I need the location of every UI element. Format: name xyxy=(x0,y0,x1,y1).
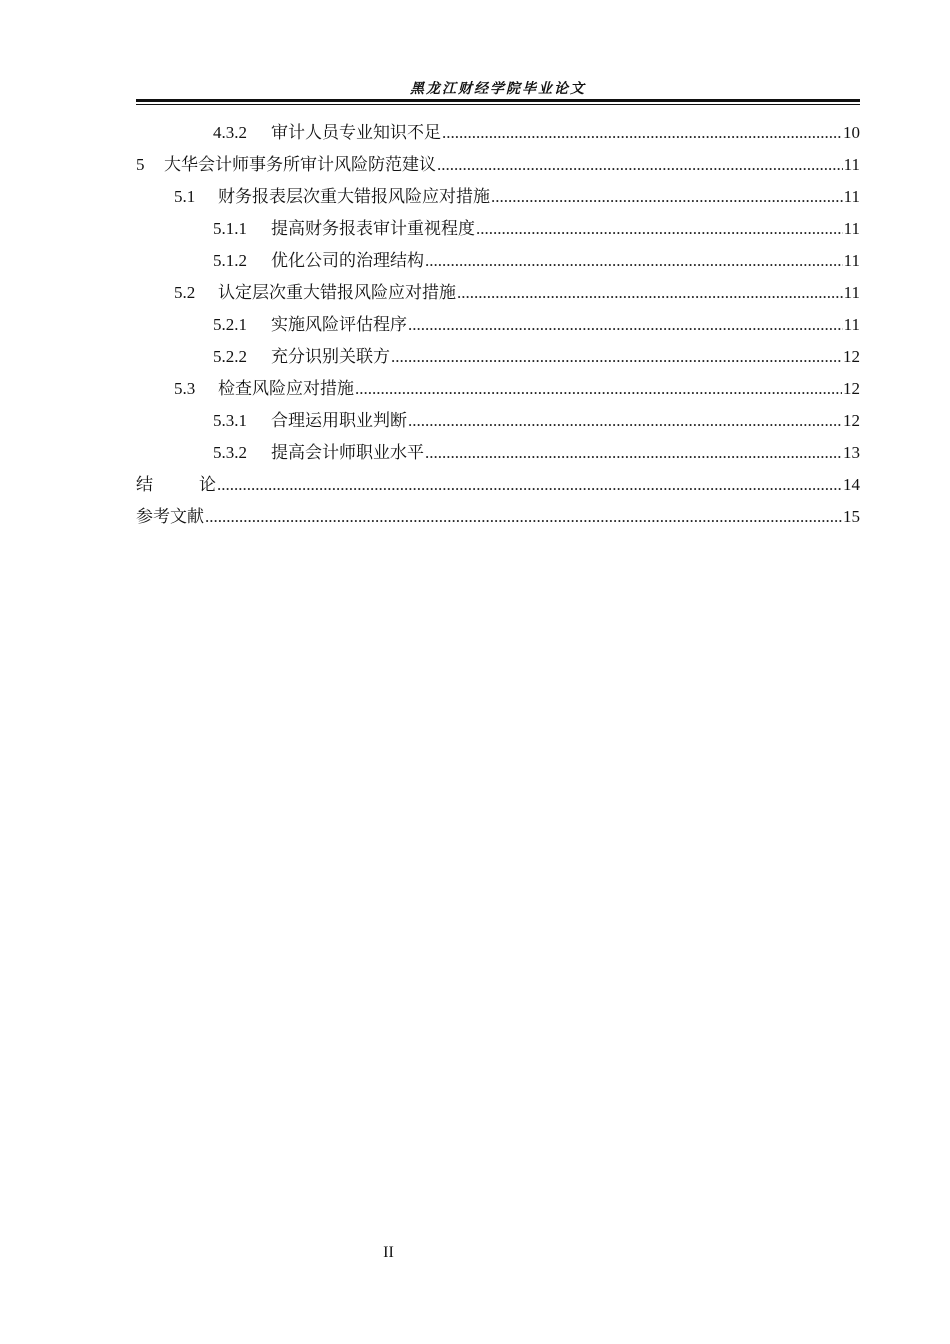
toc-entry-page: 12 xyxy=(843,347,860,366)
toc-dot-leader xyxy=(205,501,842,533)
toc-entry-4-3-2[interactable] xyxy=(136,117,860,149)
page-number-footer: II xyxy=(383,1244,394,1261)
toc-entry-number: 5.1.1 xyxy=(213,219,247,238)
toc-dot-leader xyxy=(391,341,842,373)
toc-entry-conclusion[interactable] xyxy=(136,469,860,501)
toc-dot-leader xyxy=(442,117,842,149)
toc-entry-5-3[interactable] xyxy=(136,373,860,405)
toc-entry-page: 11 xyxy=(843,283,860,302)
toc-entry-number: 4.3.2 xyxy=(213,123,247,142)
toc-dot-leader xyxy=(491,181,843,213)
toc-entry-number: 5.3.1 xyxy=(213,411,247,430)
toc-entry-page: 11 xyxy=(843,251,860,270)
toc-entry-page: 15 xyxy=(843,507,860,526)
toc-entry-5-1[interactable] xyxy=(136,181,860,213)
toc-dot-leader xyxy=(425,245,843,277)
toc-entry-title: 合理运用职业判断 xyxy=(271,411,407,431)
toc-entry-title: 大华会计师事务所审计风险防范建议 xyxy=(164,155,436,175)
toc-entry-number: 5.3 xyxy=(174,379,196,398)
toc-entry-number: 5.3.2 xyxy=(213,443,247,462)
toc-entry-5-1-2[interactable] xyxy=(136,245,860,277)
toc-entry-page: 13 xyxy=(843,443,860,462)
toc-entry-title-last-char: 论 xyxy=(199,475,216,495)
table-of-contents xyxy=(136,117,860,533)
toc-entry-5-2[interactable] xyxy=(136,277,860,309)
toc-entry-page: 11 xyxy=(843,187,860,206)
toc-dot-leader xyxy=(476,213,843,245)
toc-dot-leader xyxy=(457,277,843,309)
toc-dot-leader xyxy=(437,149,843,181)
toc-entry-5-1-1[interactable] xyxy=(136,213,860,245)
toc-entry-5-3-1[interactable] xyxy=(136,405,860,437)
toc-entry-page: 12 xyxy=(843,411,860,430)
toc-entry-title: 认定层次重大错报风险应对措施 xyxy=(218,283,456,303)
toc-entry-references[interactable] xyxy=(136,501,860,533)
toc-entry-title: 优化公司的治理结构 xyxy=(271,251,424,271)
toc-entry-page: 14 xyxy=(843,475,860,494)
toc-entry-title: 财务报表层次重大错报风险应对措施 xyxy=(218,187,490,207)
toc-entry-title: 实施风险评估程序 xyxy=(271,315,407,335)
toc-entry-title: 审计人员专业知识不足 xyxy=(271,123,441,143)
toc-entry-5-3-2[interactable] xyxy=(136,437,860,469)
toc-entry-5[interactable] xyxy=(136,149,860,181)
toc-dot-leader xyxy=(408,405,842,437)
toc-dot-leader xyxy=(425,437,842,469)
toc-entry-title: 提高会计师职业水平 xyxy=(271,443,424,463)
toc-entry-page: 11 xyxy=(843,315,860,334)
running-header-title: 黑龙江财经学院毕业论文 xyxy=(410,81,586,97)
toc-entry-number: 5.2.2 xyxy=(213,347,247,366)
toc-entry-number: 5.2 xyxy=(174,283,196,302)
toc-entry-number: 5.1.2 xyxy=(213,251,247,270)
toc-entry-page: 10 xyxy=(843,123,860,142)
toc-entry-title: 参考文献 xyxy=(136,507,204,527)
toc-entry-title: 提高财务报表审计重视程度 xyxy=(271,219,475,239)
header-rule-thin xyxy=(136,104,860,105)
toc-dot-leader xyxy=(355,373,842,405)
toc-dot-leader xyxy=(217,469,842,501)
toc-entry-title: 充分识别关联方 xyxy=(271,347,390,367)
toc-dot-leader xyxy=(408,309,843,341)
toc-entry-5-2-2[interactable] xyxy=(136,341,860,373)
toc-entry-number: 5.2.1 xyxy=(213,315,247,334)
toc-entry-title-first-char: 结 xyxy=(136,475,199,495)
toc-entry-number: 5 xyxy=(136,155,145,174)
toc-entry-page: 12 xyxy=(843,379,860,398)
header-rule-thick xyxy=(136,99,860,102)
toc-entry-page: 11 xyxy=(843,155,860,174)
toc-entry-5-2-1[interactable] xyxy=(136,309,860,341)
toc-entry-number: 5.1 xyxy=(174,187,196,206)
toc-entry-page: 11 xyxy=(843,219,860,238)
toc-entry-title: 检查风险应对措施 xyxy=(218,379,354,399)
